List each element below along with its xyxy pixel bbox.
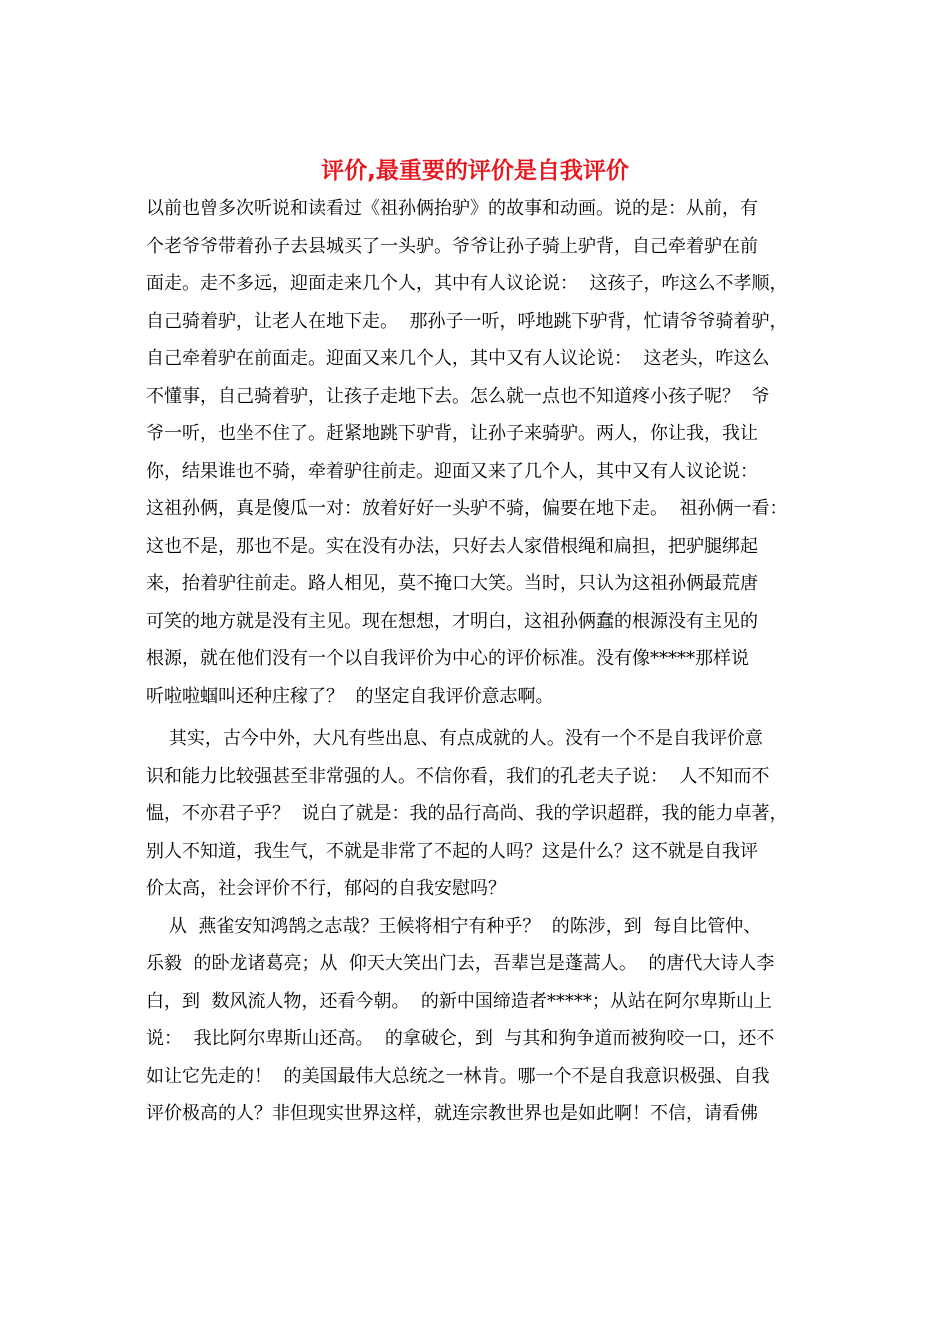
paragraph-1 [146,190,816,715]
text-line: 听啦啦蝈叫还种庄稼了？ 的坚定自我评价意志啊。 [146,685,554,707]
text-line: 评价极高的人？非但现实世界这样，就连宗教世界也是如此啊！不信，请看佛 [146,1103,758,1124]
text-line: 以前也曾多次听说和读看过《祖孙俩抬驴》的故事和动画。说的是：从前，有 [146,198,758,219]
text-line: 从 燕雀安知鸿鹄之志哉？王候将相宁有种乎？ 的陈涉，到 每自比管仲、 [146,915,762,937]
text-line: 这祖孙俩，真是傻瓜一对：放着好好一头驴不骑，偏要在地下走。 祖孙俩一看： [146,498,788,519]
text-line: 不懂事，自己骑着驴，让孩子走地下去。怎么就一点也不知道疼小孩子呢？ 爷 [146,385,770,407]
text-line: 爷一听，也坐不住了。赶紧地跳下驴背，让孙子来骑驴。两人，你让我，我让 [146,423,758,444]
paragraph-2 [146,720,816,1133]
text-line: 个老爷爷带着孙子去县城买了一头驴。爷爷让孙子骑上驴背，自己牵着驴在前 [146,235,758,257]
text-line: 如让它先走的！ 的美国最伟大总统之一林肯。哪一个不是自我意识极强、自我 [146,1065,770,1087]
text-line: 自己牵着驴在前面走。迎面又来几个人，其中又有人议论说： 这老头，咋这么 [146,348,770,369]
text-line: 愠，不亦君子乎？ 说白了就是：我的品行高尚、我的学识超群，我的能力卓著， [146,803,788,824]
text-line: 来，抬着驴往前走。路人相见，莫不掩口大笑。当时，只认为这祖孙俩最荒唐 [146,573,758,594]
text-line: 这也不是，那也不是。实在没有办法，只好去人家借根绳和扁担，把驴腿绑起 [146,535,758,557]
text-line: 识和能力比较强甚至非常强的人。不信你看，我们的孔老夫子说： 人不知而不 [146,765,770,787]
document-title: 评价,最重要的评价是自我评价 [321,158,629,184]
text-line: 乐毅 的卧龙诸葛亮；从 仰天大笑出门去，吾辈岂是蓬蒿人。 的唐代大诗人李 [146,953,775,974]
text-line: 自己骑着驴，让老人在地下走。 那孙子一听，呼地跳下驴背，忙请爷爷骑着驴， [146,310,788,332]
text-line: 可笑的地方就是没有主见。现在想想，才明白，这祖孙俩蠢的根源没有主见的 [146,610,758,632]
text-line: 面走。走不多远，迎面走来几个人，其中有人议论说： 这孩子，咋这么不孝顺， [146,273,788,294]
text-line: 说： 我比阿尔卑斯山还高。 的拿破仑，到 与其和狗争道而被狗咬一口，还不 [146,1028,775,1049]
text-line: 你，结果谁也不骑，牵着驴往前走。迎面又来了几个人，其中又有人议论说： [146,460,758,482]
text-line: 价太高，社会评价不行，郁闷的自我安慰吗？ [146,878,506,899]
text-line: 根源，就在他们没有一个以自我评价为中心的评价标准。没有像*****那样说 [146,648,749,669]
text-line: 别人不知道，我生气，不就是非常了不起的人吗？这是什么？这不就是自我评 [146,840,758,862]
text-line: 白，到 数风流人物，还看今朝。 的新中国缔造者*****；从站在阿尔卑斯山上 [146,990,772,1012]
text-line: 其实，古今中外，大凡有些出息、有点成就的人。没有一个不是自我评价意 [146,728,763,749]
